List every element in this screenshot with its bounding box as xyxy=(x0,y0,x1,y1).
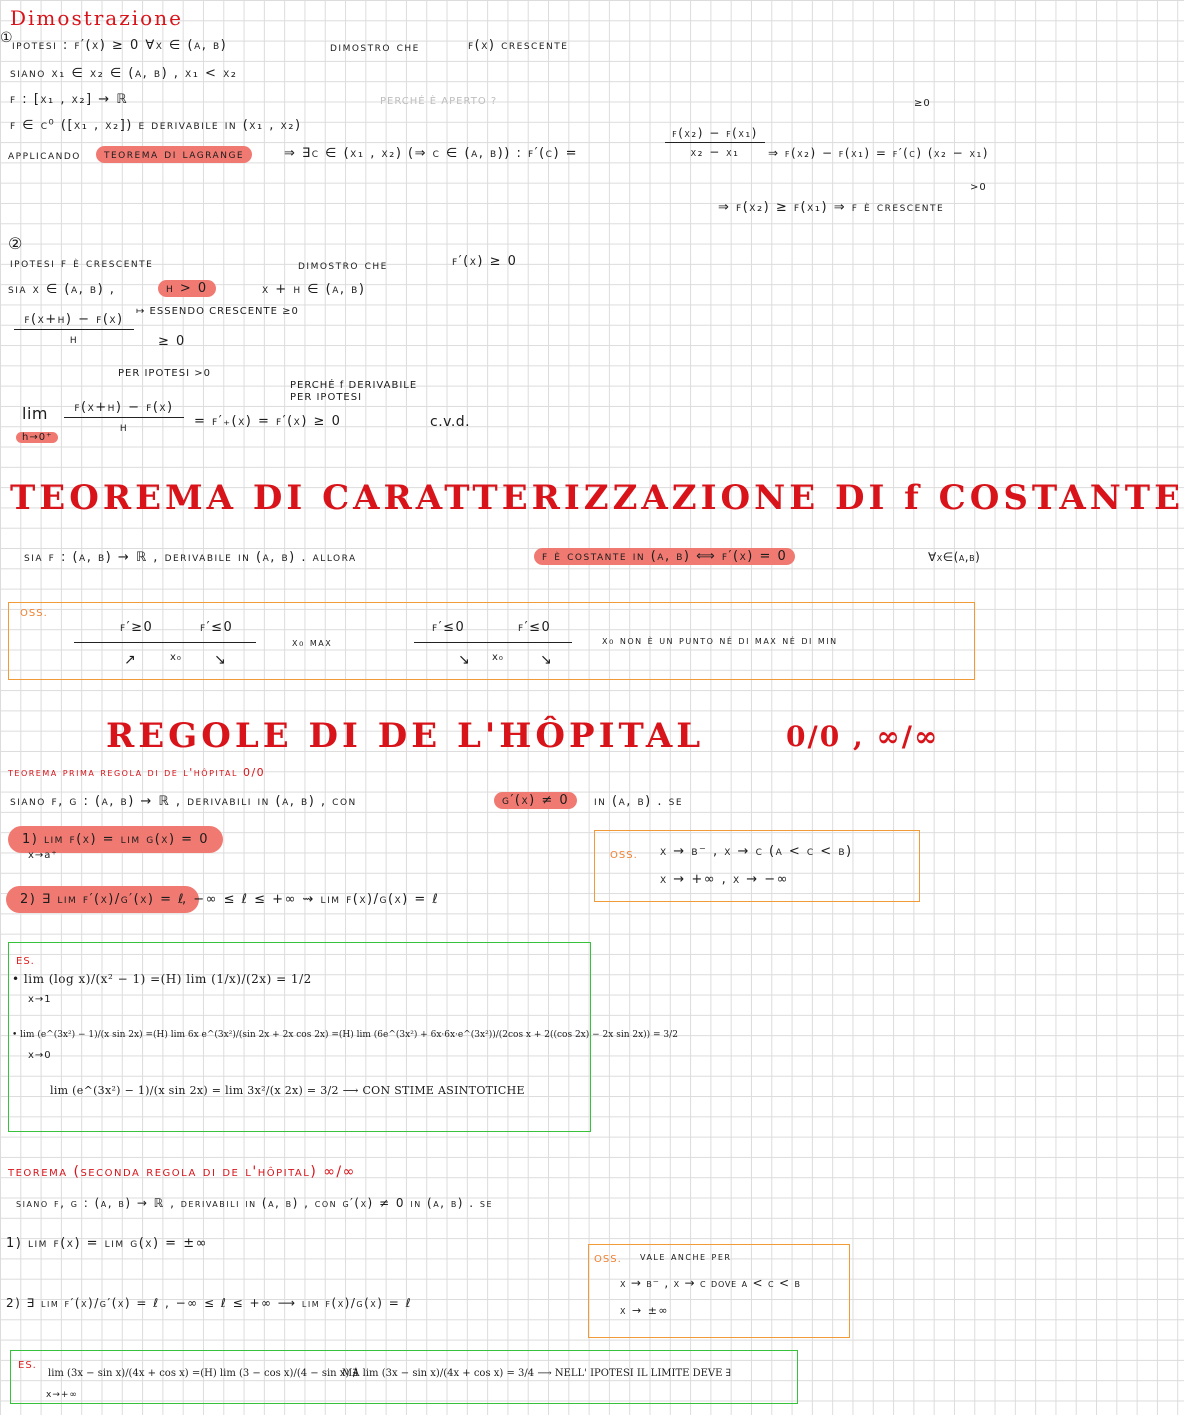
gt0-annotation: >0 xyxy=(970,182,987,193)
x0-mark-1: x₀ xyxy=(170,652,182,663)
section-title-dimostrazione: Dimostrazione xyxy=(10,6,183,30)
arrow-down-right-icon: ↘ xyxy=(214,652,227,668)
oss-box-limits xyxy=(594,830,920,902)
line-continuity: f ∈ c⁰ ([x₁ , x₂]) e derivabile in (x₁ , x₂) xyxy=(10,118,302,133)
step-number-2: ② xyxy=(8,234,23,253)
highlight-g-prime-nonzero: g′(x) ≠ 0 xyxy=(494,792,577,809)
prove-goal-1: f(x) crescente xyxy=(468,38,569,53)
condition-2-conclusion: , −∞ ≤ ℓ ≤ +∞ ⇝ lim f(x)/g(x) = ℓ xyxy=(182,892,440,907)
line-x-plus-h: x + h ∈ (a, b) xyxy=(262,282,366,297)
arrow-up-right-icon: ↗ xyxy=(124,652,137,668)
condition-1-subscript: x→a⁺ xyxy=(28,850,58,861)
highlight-lagrange: teorema di lagrange xyxy=(96,146,252,163)
lim-fraction-den: h xyxy=(119,420,129,435)
rule1-title: teorema prima regola di de l'hôpital 0/0 xyxy=(8,766,266,779)
prove-goal-2: f′(x) ≥ 0 xyxy=(452,254,518,269)
note-aperto: PERCHÉ È APERTO ? xyxy=(380,96,498,107)
es-label-2: ES. xyxy=(18,1360,37,1371)
incremental-ratio-den: h xyxy=(69,332,79,347)
sign-line-1 xyxy=(74,642,256,643)
ge0-annotation: ≥0 xyxy=(914,98,931,109)
sign-left-1: f′≥0 xyxy=(120,620,154,635)
example-1-row-1-subscript: x→1 xyxy=(28,994,52,1005)
prove-label-2: dimostro che xyxy=(298,258,388,273)
example-2-right: MA lim (3x − sin x)/(4x + cos x) = 3/4 ⟶ NELL' IPOTESI IL LIMITE DEVE ∃ xyxy=(342,1368,732,1379)
rule2-condition-2: 2) ∃ lim f′(x)/g′(x) = ℓ , −∞ ≤ ℓ ≤ +∞ ⟶ lim f(x)/g(x) = ℓ xyxy=(6,1296,413,1310)
rule2-condition-1: 1) lim f(x) = lim g(x) = ±∞ xyxy=(6,1236,208,1251)
ratio-ge0: ≥ 0 xyxy=(158,334,186,349)
arrow-down-right-icon-3: ↘ xyxy=(540,652,553,668)
line-function-domain: f : [x₁ , x₂] → ℝ xyxy=(10,92,129,107)
example-1-row-1: • lim (log x)/(x² − 1) =(H) lim (1/x)/(2x) = 1/2 xyxy=(12,972,312,986)
line-sia: sia x ∈ (a, b) , xyxy=(8,282,116,297)
sign-left-2: f′≤0 xyxy=(432,620,466,635)
lim-fraction xyxy=(64,400,184,435)
note-derivabile: PERCHÉ f DERIVABILE PER IPOTESI xyxy=(290,380,418,403)
lagrange-result: ⇒ f(x₂) − f(x₁) = f′(c) (x₂ − x₁) xyxy=(768,146,989,160)
theorem-constant-title: TEOREMA DI CARATTERIZZAZIONE DI f COSTANTE xyxy=(10,478,1184,518)
example-1-row-2-subscript: x→0 xyxy=(28,1050,52,1061)
rule2-hypothesis: siano f, g : (a, b) → ℝ , derivabili in (a, b) , con g′(x) ≠ 0 in (a, b) . se xyxy=(16,1196,494,1210)
highlight-h-positive: h > 0 xyxy=(158,280,216,297)
arrow-down-right-icon-2: ↘ xyxy=(458,652,471,668)
example-1-row-2: • lim (e^(3x²) − 1)/(x sin 2x) =(H) lim 6x e^(3x²)/(sin 2x + 2x cos 2x) =(H) lim (6e^(3x²) + 6x·6x·e^(3x²))/(2cos x + 2((cos 2x) − 2x sin 2x)) = 3/2 xyxy=(12,1030,678,1040)
sign-right-1: f′≤0 xyxy=(200,620,234,635)
oss-label-1: OSS. xyxy=(20,608,48,619)
hopital-forms: 0/0 , ∞/∞ xyxy=(786,720,940,753)
line-siano: siano x₁ ∈ x₂ ∈ (a, b) , x₁ < x₂ xyxy=(10,66,238,81)
oss-rule2-line3: x → ±∞ xyxy=(620,1304,670,1317)
cvd-label: c.v.d. xyxy=(430,414,471,430)
prove-label-1: dimostro che xyxy=(330,40,420,55)
oss-label-3: OSS. xyxy=(594,1254,622,1265)
rule2-title: teorema (seconda regola di de l'hôpital) ∞/∞ xyxy=(8,1164,356,1180)
lim-fraction-num: f(x+h) − f(x) xyxy=(64,400,184,418)
forall-x-domain: ∀x∈(a,b) xyxy=(928,550,981,564)
x0-mark-2: x₀ xyxy=(492,652,504,663)
oss-rule2-line2: x → b⁻ , x → c dove a < c < b xyxy=(620,1276,801,1290)
hopital-title: REGOLE DI DE L'HÔPITAL xyxy=(106,716,705,756)
lagrange-fraction-den: x₂ − x₁ xyxy=(690,145,740,159)
note-crescente: ↦ ESSENDO CRESCENTE ≥0 xyxy=(136,306,299,317)
lim-label: lim xyxy=(22,404,48,423)
example-1-row-3: lim (e^(3x²) − 1)/(x sin 2x) = lim 3x²/(x 2x) = 3/2 ⟶ CON STIME ASINTOTICHE xyxy=(50,1084,525,1097)
conclusion-crescente: ⇒ f(x₂) ≥ f(x₁) ⇒ f è crescente xyxy=(718,200,945,215)
lim-result: = f′₊(x) = f′(x) ≥ 0 xyxy=(194,414,342,429)
highlight-condition-1: 1) lim f(x) = lim g(x) = 0 xyxy=(8,826,223,853)
example-2-subscript: x→+∞ xyxy=(46,1390,78,1400)
sign-right-2: f′≤0 xyxy=(518,620,552,635)
oss-label-2: OSS. xyxy=(610,850,638,861)
es-label-1: ES. xyxy=(16,956,35,967)
note-per-ipotesi: PER IPOTESI >0 xyxy=(118,368,211,379)
example-2-left: lim (3x − sin x)/(4x + cos x) =(H) lim (3 − cos x)/(4 − sin x) ∄ xyxy=(48,1368,358,1379)
lagrange-statement: ⇒ ∃c ∈ (x₁ , x₂) (⇒ c ∈ (a, b)) : f′(c) = xyxy=(284,146,579,161)
max-label: x₀ max xyxy=(292,636,333,649)
lagrange-fraction xyxy=(665,126,765,159)
hypothesis-2: ipotesi f è crescente xyxy=(10,256,154,271)
applicando-label: applicando xyxy=(8,148,81,163)
oss-limits-line1: x → b⁻ , x → c (a < c < b) xyxy=(660,844,853,859)
highlight-constant-iff: f è costante in (a, b) ⟺ f′(x) = 0 xyxy=(534,548,795,565)
sign-line-2 xyxy=(414,642,572,643)
rule1-hypothesis: siano f, g : (a, b) → ℝ , derivabili in (a, b) , con xyxy=(10,794,357,809)
incremental-ratio xyxy=(14,312,134,347)
oss-limits-line2: x → +∞ , x → −∞ xyxy=(660,872,789,887)
step-number-1: ① xyxy=(0,30,14,46)
not-extremum-label: x₀ non è un punto né di max né di min xyxy=(602,634,838,647)
highlight-h-to-0: h→0⁺ xyxy=(16,432,58,443)
highlight-condition-2: 2) ∃ lim f′(x)/g′(x) = ℓ xyxy=(6,886,199,913)
oss-rule2-line1: vale anche per xyxy=(640,1250,732,1263)
lagrange-fraction-num: f(x₂) − f(x₁) xyxy=(665,126,765,143)
theorem-constant-statement: sia f : (a, b) → ℝ , derivabile in (a, b) . allora xyxy=(24,550,357,565)
incremental-ratio-num: f(x+h) − f(x) xyxy=(14,312,134,330)
hypothesis-1: ipotesi : f′(x) ≥ 0 ∀x ∈ (a, b) xyxy=(12,38,228,53)
rule1-hypothesis-end: in (a, b) . se xyxy=(594,794,684,809)
